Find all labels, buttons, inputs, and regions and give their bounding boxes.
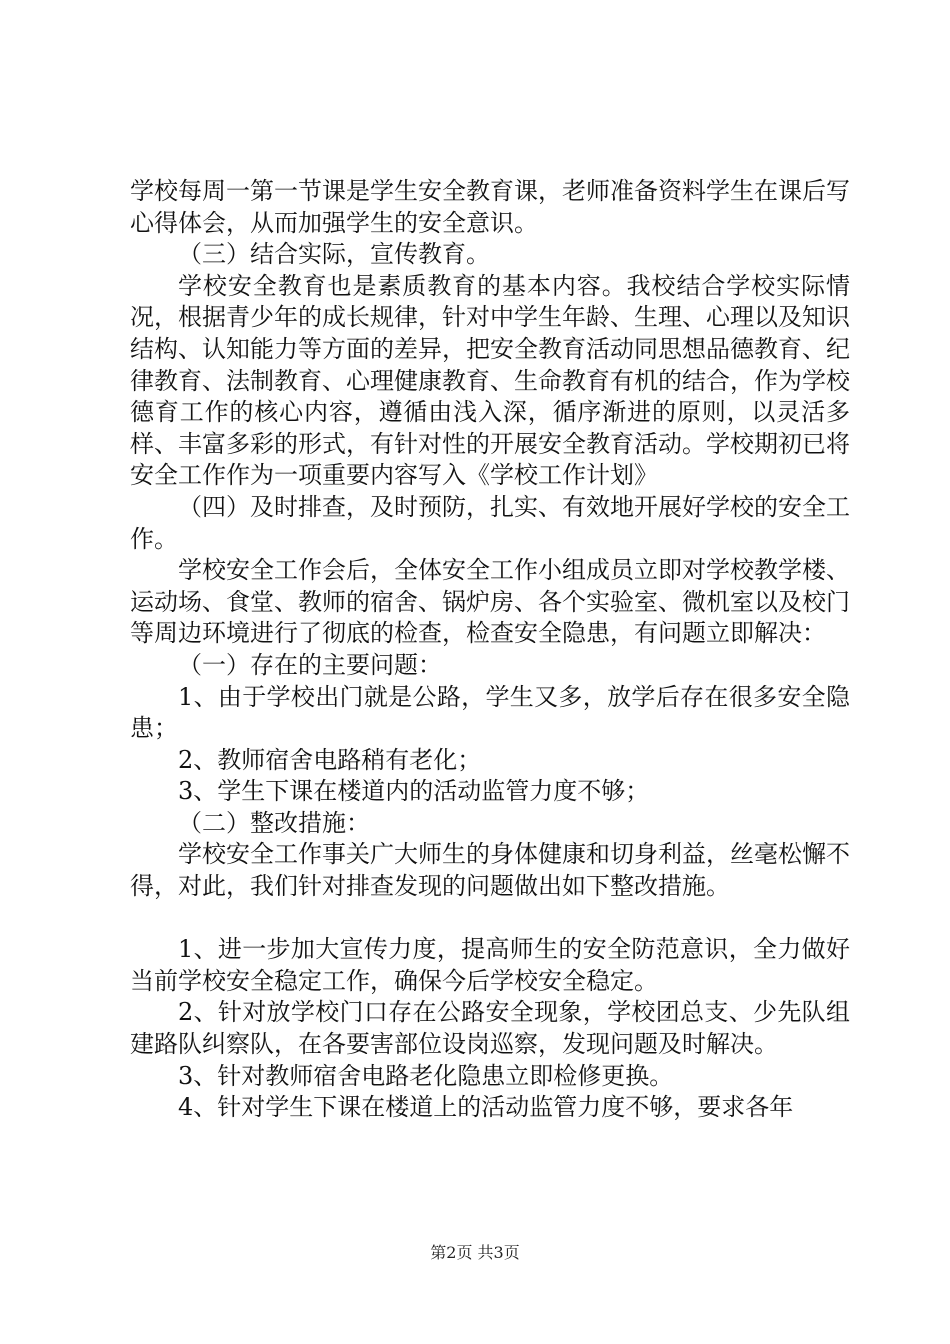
list-item: 3、学生下课在楼道内的活动监管力度不够；	[178, 777, 650, 806]
list-item: 2、教师宿舍电路稍有老化；	[178, 745, 482, 774]
list-item: 2、针对放学校门口存在公路安全现象，学校团总支、少先队组建路队纠察队，在各要害部位设岗巡察，发现问题及时解决。	[130, 998, 850, 1059]
subsection-heading: （一）存在的主要问题：	[178, 650, 442, 679]
page-footer: 第2页 共3页	[430, 1243, 520, 1262]
list-item: 1、由于学校出门就是公路，学生又多，放学后存在很多安全隐患；	[130, 682, 850, 743]
list-item: 4、针对学生下课在楼道上的活动监管力度不够，要求各年	[178, 1093, 794, 1122]
subsection-heading: （二）整改措施：	[178, 808, 370, 837]
paragraph: 学校每周一第一节课是学生安全教育课，老师准备资料学生在课后写心得体会，从而加强学生的安全意识。	[130, 177, 850, 237]
document-body	[130, 176, 850, 1124]
paragraph: 学校安全工作事关广大师生的身体健康和切身利益，丝毫松懈不得，对此，我们针对排查发现的问题做出如下整改措施。	[130, 840, 850, 901]
paragraph: 学校安全工作会后，全体安全工作小组成员立即对学校教学楼、运动场、食堂、教师的宿舍、锅炉房、各个实验室、微机室以及校门等周边环境进行了彻底的检查，检查安全隐患，有问题立即解决：	[130, 556, 850, 648]
paragraph: 学校安全教育也是素质教育的基本内容。我校结合学校实际情况，根据青少年的成长规律，针对中学生年龄、生理、心理以及知识结构、认知能力等方面的差异，把安全教育活动同思想品德教育、纪律教育、法制教育、心理健康教育、生命教育有机的结合，作为学校德育工作的核心内容，遵循由浅入深，循序渐进的原则，以灵活多样、丰富多彩的形式，有针对性的开展安全教育活动。学校期初已将安全工作作为一项重要内容写入《学校工作计划》	[130, 271, 850, 490]
paragraph-spacer	[130, 903, 850, 935]
list-item: 1、进一步加大宣传力度，提高师生的安全防范意识，全力做好当前学校安全稳定工作，确保今后学校安全稳定。	[130, 935, 850, 995]
section-heading: （三）结合实际，宣传教育。	[178, 240, 490, 269]
list-item: 3、针对教师宿舍电路老化隐患立即检修更换。	[178, 1061, 674, 1090]
section-heading: （四）及时排查，及时预防，扎实、有效地开展好学校的安全工作。	[130, 492, 850, 553]
